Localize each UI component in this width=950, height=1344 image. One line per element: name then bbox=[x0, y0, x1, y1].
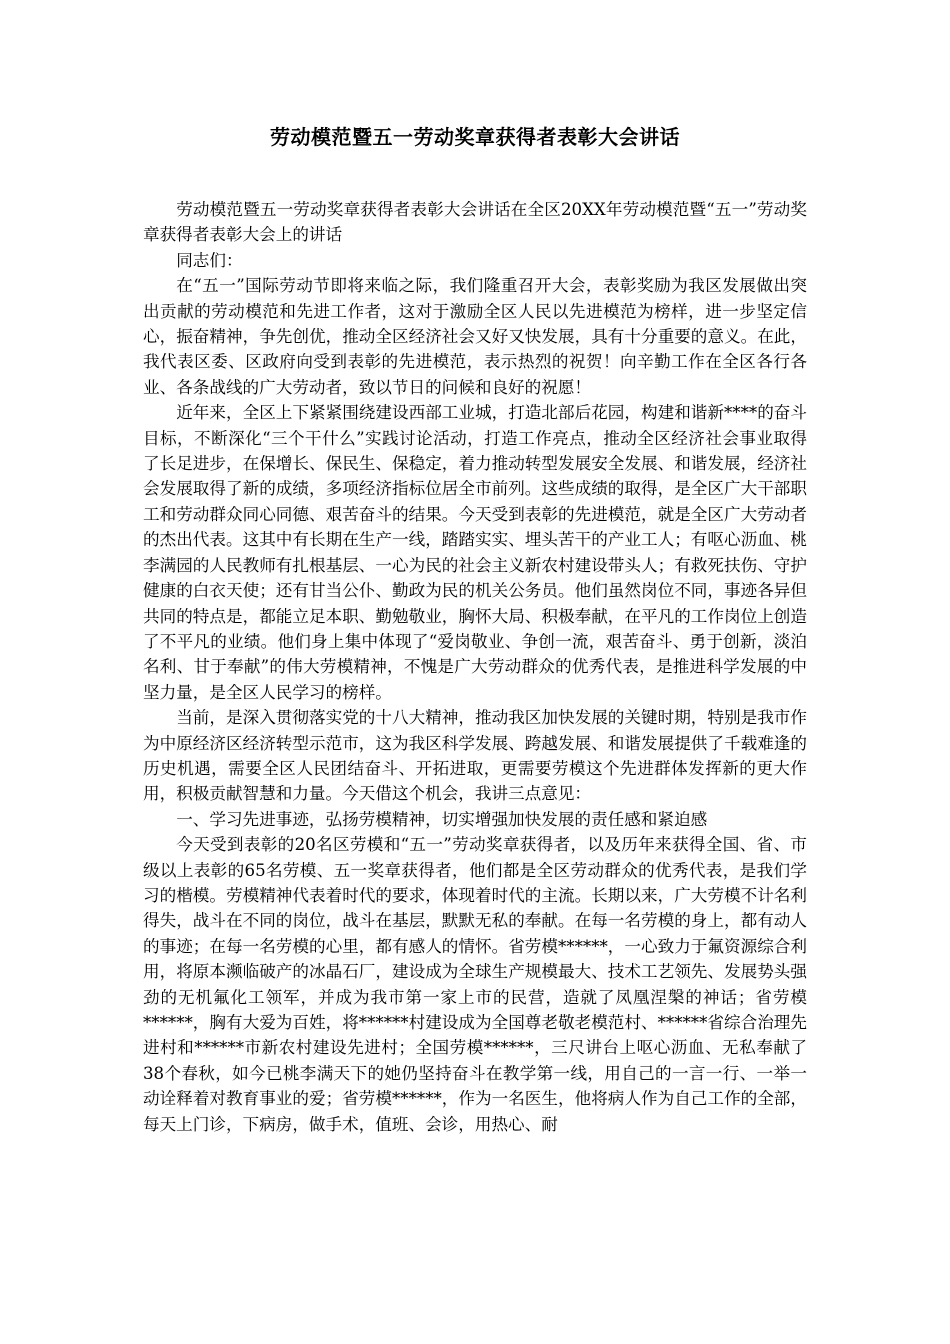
paragraph-opening: 在“五一”国际劳动节即将来临之际，我们隆重召开大会，表彰奖励为我区发展做出突出贡献的劳动模范和先进工作者，这对于激励全区人民以先进模范为榜样，进一步坚定信心，振奋精神，争先创优，推动全区经济社会又好又快发展，具有十分重要的意义。在此，我代表区委、区政府向受到表彰的先进模范，表示热烈的祝贺！向辛勤工作在全区各行各业、各条战线的广大劳动者，致以节日的问候和良好的祝愿！ bbox=[143, 276, 807, 397]
paragraph-intro: 劳动模范暨五一劳动奖章获得者表彰大会讲话在全区20XX年劳动模范暨“五一”劳动奖章获得者表彰大会上的讲话 bbox=[143, 200, 807, 245]
section-heading-1: 一、学习先进事迹，弘扬劳模精神，切实增强加快发展的责任感和紧迫感 bbox=[176, 809, 708, 829]
paragraph-model-workers: 今天受到表彰的20名区劳模和“五一”劳动奖章获得者，以及历年来获得全国、省、市级以上表彰的65名劳模、五一奖章获得者，他们都是全区劳动群众的优秀代表，是我们学习的楷模。劳模精神代表着时代的要求，体现着时代的主流。长期以来，广大劳模不计名利得失，战斗在不同的岗位，战斗在基层，默默无私的奉献。在每一名劳模的身上，都有动人的事迹；在每一名劳模的心里，都有感人的情怀。省劳模******，一心致力于氟资源综合利用，将原本濒临破产的冰晶石厂，建设成为全球生产规模最大、技术工艺领先、发展势头强劲的无机氟化工领军，并成为我市第一家上市的民营，造就了凤凰涅槃的神话；省劳模******，胸有大爱为百姓，将******村建设成为全国尊老敬老模范村、******省综合治理先进村和******市新农村建设先进村；全国劳模******，三尺讲台上呕心沥血、无私奉献了38个春秋，如今已桃李满天下的她仍坚持奋斗在教学第一线，用自己的一言一行、一举一动诠释着对教育事业的爱；省劳模******，作为一名医生，他将病人作为自己工作的全部，每天上门诊，下病房，做手术，值班、会诊，用热心、耐 bbox=[143, 835, 807, 1134]
paragraph-salutation: 同志们： bbox=[176, 250, 243, 270]
paragraph-achievements: 近年来，全区上下紧紧围绕建设西部工业城，打造北部后花园，构建和谐新****的奋斗目标，不断深化“三个干什么”实践讨论活动，打造工作亮点，推动全区经济社会事业取得了长足进步，在保增长、保民生、保稳定，着力推动转型发展安全发展、和谐发展，经济社会发展取得了新的成绩，多项经济指标位居全市前列。这些成绩的取得，是全区广大干部职工和劳动群众同心同德、艰苦奋斗的结果。今天受到表彰的先进模范，就是全区广大劳动者的杰出代表。这其中有长期在生产一线，踏踏实实、埋头苦干的产业工人；有呕心沥血、桃李满园的人民教师有扎根基层、一心为民的社会主义新农村建设带头人；有救死扶伤、守护健康的白衣天使；还有甘当公仆、勤政为民的机关公务员。他们虽然岗位不同，事迹各异但共同的特点是，都能立足本职、勤勉敬业，胸怀大局、积极奉献，在平凡的工作岗位上创造了不平凡的业绩。他们身上集中体现了“爱岗敬业、争创一流，艰苦奋斗、勇于创新，淡泊名利、甘于奉献”的伟大劳模精神，不愧是广大劳动群众的优秀代表，是推进科学发展的中坚力量，是全区人民学习的榜样。 bbox=[143, 403, 807, 702]
document-title: 劳动模范暨五一劳动奖章获得者表彰大会讲话 bbox=[270, 125, 680, 149]
paragraph-current-situation: 当前，是深入贯彻落实党的十八大精神，推动我区加快发展的关键时期，特别是我市作为中原经济区经济转型示范市，这为我区科学发展、跨越发展、和谐发展提供了千载难逢的历史机遇，需要全区人民团结奋斗、开拓进取，更需要劳模这个先进群体发挥新的更大作用，积极贡献智慧和力量。今天借这个机会，我讲三点意见： bbox=[143, 708, 807, 804]
document-body bbox=[143, 197, 807, 1137]
